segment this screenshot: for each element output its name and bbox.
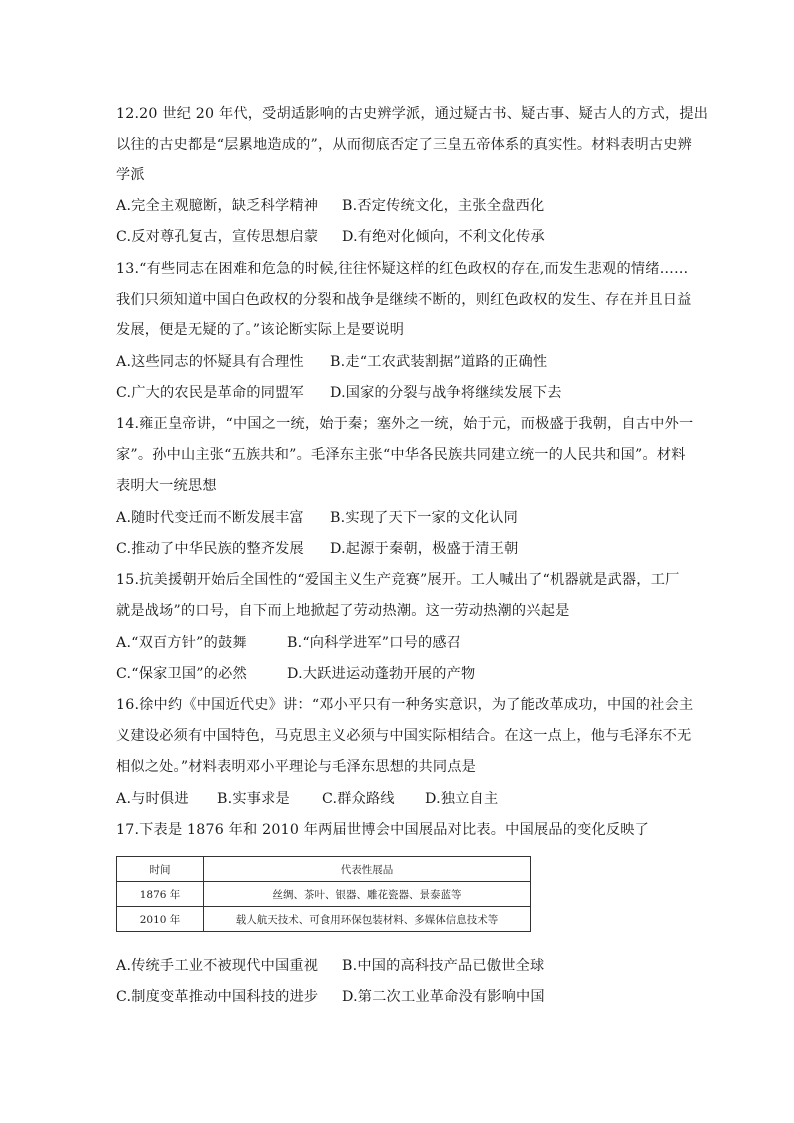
q17-option-b: B.中国的高科技产品已傲世全球 (342, 958, 545, 974)
q16-stem-line-2: 义建设必须有中国特色，马克思主义必须与中国实际相结合。在这一点上，他与毛泽东不无 (116, 728, 692, 744)
q15-option-b: B.“向科学进军”口号的感召 (287, 635, 462, 651)
q16-option-d: D.独立自主 (425, 791, 499, 807)
q15-stem-line-2: 就是战场”的口号，自下而上地掀起了劳动热潮。这一劳动热潮的兴起是 (116, 603, 570, 619)
table-row (117, 882, 531, 907)
q15-option-a: A.“双百方针”的鼓舞 (116, 635, 247, 651)
q12-stem-line-1: 12.20 世纪 20 年代，受胡适影响的古史辨学派，通过疑古书、疑古事、疑古人的方式，提出 (116, 106, 709, 122)
q14-option-b: B.实现了天下一家的文化认同 (330, 510, 518, 526)
q15-option-d: D.大跃进运动蓬勃开展的产物 (287, 666, 476, 682)
table-row (117, 907, 531, 932)
table-cell-exhibits: 丝绸、茶叶、银器、雕花瓷器、景泰蓝等 (204, 882, 531, 907)
q13-option-b: B.走“工农武装割据”道路的正确性 (330, 354, 548, 370)
q12-option-a: A.完全主观臆断，缺乏科学精神 (116, 198, 319, 214)
q16-stem-line-1: 16.徐中约《中国近代史》讲：“邓小平只有一种务实意识，为了能改革成功，中国的社会主 (116, 697, 694, 713)
q13-option-a: A.这些同志的怀疑具有合理性 (116, 354, 304, 370)
q14-stem-line-3: 表明大一统思想 (116, 478, 217, 494)
q14-stem-line-2: 家”。孙中山主张“五族共和”。毛泽东主张“中华各民族共同建立统一的人民共和国”。材料 (116, 447, 686, 463)
q13-option-c: C.广大的农民是革命的同盟军 (116, 385, 304, 401)
table-cell-exhibits: 载人航天技术、可食用环保包装材料、多媒体信息技术等 (204, 907, 531, 932)
q17-option-c: C.制度变革推动中国科技的进步 (116, 989, 319, 1005)
q14-stem-line-1: 14.雍正皇帝讲，“中国之一统，始于秦；塞外之一统，始于元，而极盛于我朝，自古中外一 (116, 416, 694, 432)
table-cell-year: 2010 年 (117, 907, 204, 932)
q17-option-d: D.第二次工业革命没有影响中国 (342, 989, 545, 1005)
q14-option-d: D.起源于秦朝，极盛于清王朝 (330, 541, 519, 557)
q12-stem-line-2: 以往的古史都是“层累地造成的”，从而彻底否定了三皇五帝体系的真实性。材料表明古史辨 (116, 137, 693, 153)
q13-option-d: D.国家的分裂与战争将继续发展下去 (330, 385, 562, 401)
q15-stem-line-1: 15.抗美援朝开始后全国性的“爱国主义生产竞赛”展开。工人喊出了“机器就是武器，工厂 (116, 572, 680, 588)
q12-option-d: D.有绝对化倾向，不利文化传承 (342, 229, 545, 245)
q12-stem-line-3: 学派 (116, 167, 145, 183)
q14-option-a: A.随时代变迁而不断发展丰富 (116, 510, 304, 526)
q17-stem-line-1: 17.下表是 1876 年和 2010 年两届世博会中国展品对比表。中国展品的变化反映了 (116, 822, 650, 838)
q13-stem-line-3: 发展，便是无疑的了。”该论断实际上是要说明 (116, 322, 405, 338)
q15-option-c: C.“保家卫国”的必然 (116, 666, 247, 682)
table-header-exhibits: 代表性展品 (204, 857, 531, 882)
q17-option-a: A.传统手工业不被现代中国重视 (116, 958, 319, 974)
q16-option-c: C.群众路线 (322, 791, 395, 807)
q13-stem-line-1: 13.“有些同志在困难和危急的时候,往往怀疑这样的红色政权的存在,而发生悲观的情绪…… (116, 261, 689, 277)
q16-option-a: A.与时俱进 (116, 791, 189, 807)
table-cell-year: 1876 年 (117, 882, 204, 907)
q12-option-c: C.反对尊孔复古，宣传思想启蒙 (116, 229, 319, 245)
expo-exhibit-table (116, 856, 531, 932)
q16-option-b: B.实事求是 (217, 791, 290, 807)
q16-stem-line-3: 相似之处。”材料表明邓小平理论与毛泽东思想的共同点是 (116, 759, 477, 775)
q12-option-b: B.否定传统文化，主张全盘西化 (342, 198, 545, 214)
q14-option-c: C.推动了中华民族的整齐发展 (116, 541, 304, 557)
table-header-row (117, 857, 531, 882)
table-header-time: 时间 (117, 857, 204, 882)
q13-stem-line-2: 我们只须知道中国白色政权的分裂和战争是继续不断的，则红色政权的发生、存在并且日益 (116, 292, 692, 308)
